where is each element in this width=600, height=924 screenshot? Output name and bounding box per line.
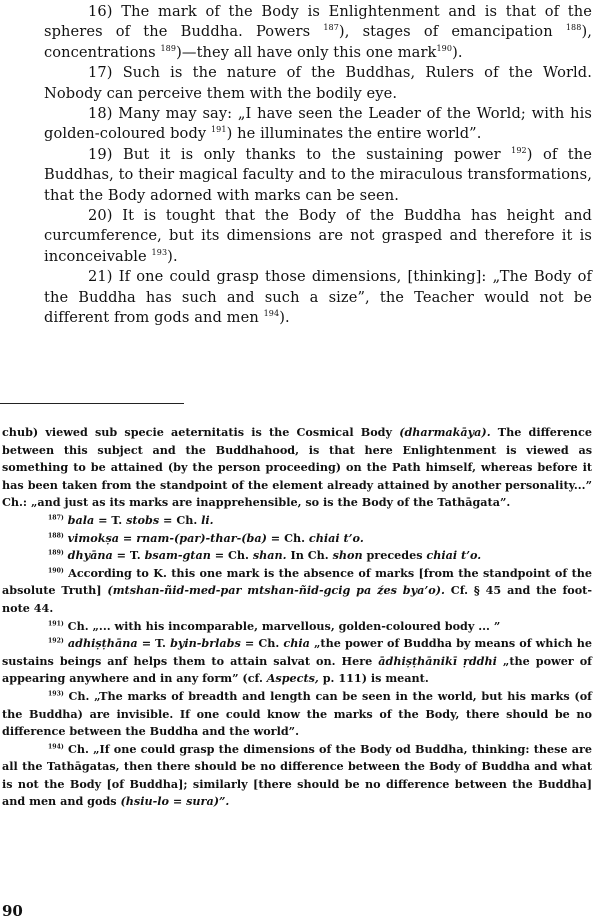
footnote-divider: [0, 403, 184, 404]
footnote-ref: 194: [263, 309, 280, 319]
main-text: [44, 2, 592, 329]
verse-number: 20): [88, 207, 113, 225]
footnote-ref: 189: [160, 43, 177, 53]
verse-16: 16) The mark of the Body is Enlightenment and is that of the spheres of the Buddha. Powers $^{187}$), stages of emancipation $^{188}$), concentrations $^{189}$)—they all have only this one mark$^{190}$).: [44, 3, 592, 61]
footnote-191: $^{191)}$ Ch. „... with his incomparable, marvellous, golden-coloured body ... ”: [48, 618, 501, 633]
footnote-187: $^{187)}$ bala = T. stobs = Ch. li.: [48, 512, 214, 527]
footnote-189: $^{189)}$ dhyāna = T. bsam-gtan = Ch. shan. In Ch. shon precedes chiai t’o.: [48, 548, 482, 563]
footnote-number: 187): [48, 514, 64, 522]
page-number: 90: [2, 902, 23, 920]
verse-number: 18): [88, 105, 113, 123]
footnote-193: $^{193)}$ Ch. „The marks of breadth and length can be seen in the world, but his marks (of the Buddha) are invisible. If one could know the marks of the Body, there should be no difference between the Buddha and the world”.: [2, 688, 592, 739]
footnote-190: $^{190)}$ According to K. this one mark is the absence of marks [from the standpoint of the absolute Truth] (mtshan-ñid-med-par mtshan-ñid-gcig pa źes bya’o). Cf. § 45 and the foot-note 44.: [2, 565, 592, 615]
footnote-194: $^{194)}$ Ch. „If one could grasp the dimensions of the Body od Buddha, thinking: these are all the Tathāgatas, then there should be no difference between the Body of Buddha and what is not the Body [of Buddha]; similarly [there should be no difference between the Buddha] and men and gods (hsiu-lo = sura)”.: [2, 741, 592, 809]
verse-17: 17) Such is the nature of the Buddhas, Rulers of the World. Nobody can perceive them with the bodily eye.: [44, 64, 592, 102]
footnote-ref: 191: [210, 125, 227, 135]
footnote-ref: 188: [565, 23, 582, 33]
verse-number: 19): [88, 145, 113, 163]
footnote-ref: 193: [151, 247, 168, 257]
footnote-188: $^{188)}$ vimokṣa = rnam-(par)-thar-(ba) = Ch. chiai t’o.: [48, 530, 364, 545]
footnotes: [2, 424, 592, 811]
footnote-192: $^{192)}$ adhiṣṭhāna = T. byin-brlabs = Ch. chia „the power of Buddha by means of which he sustains beings anf helps them to attain salvat on. Here ādhiṣṭhānikī ṛddhi „the power of appearing anywhere and in any form” (cf. Aspects, p. 111) is meant.: [2, 636, 592, 686]
footnote-ref: 190: [436, 43, 453, 53]
footnote-number: 191): [48, 619, 64, 627]
footnote-ref: 192: [511, 145, 527, 155]
verse-20: 20) It is tought that the Body of the Buddha has height and curcumference, but its dimensions are not grasped and therefore it is inconceivable $^{193}$).: [44, 207, 592, 265]
footnote-number: 194): [48, 743, 64, 751]
footnote-number: 190): [48, 567, 64, 575]
footnote-continued: chub) viewed sub specie aeternitatis is the Cosmical Body (dharmakāya). The difference between this subject and the Buddhahood, is that here Enlightenment is viewed as something to be attained (by the person proceeding) on the Path himself, whereas before it has been taken from the standpoint of the element already attained by another personality...” Ch.: „and just as its marks are inapprehensible, so is the Body of the Tathāgata”.: [2, 425, 592, 510]
verse-18: 18) Many may say: „I have seen the Leader of the World; with his golden-coloured body $^{191}$) he illuminates the entire world”.: [44, 105, 592, 143]
verse-19: 19) But it is only thanks to the sustaining power $^{192}$) of the Buddhas, to their magical faculty and to the miraculous transformations, that the Body adorned with marks can be seen.: [44, 145, 592, 204]
verse-number: 17): [88, 64, 113, 82]
footnote-number: 189): [48, 549, 64, 557]
footnote-number: 193): [48, 690, 64, 698]
verse-number: 16): [88, 3, 113, 20]
footnote-number: 188): [48, 531, 64, 539]
verse-number: 21): [88, 268, 113, 286]
footnote-number: 192): [48, 637, 64, 645]
footnote-ref: 187: [323, 23, 339, 33]
verse-21: 21) If one could grasp those dimensions, [thinking]: „The Body of the Buddha has such and such a size”, the Teacher would not be different from gods and men $^{194}$).: [44, 268, 592, 327]
